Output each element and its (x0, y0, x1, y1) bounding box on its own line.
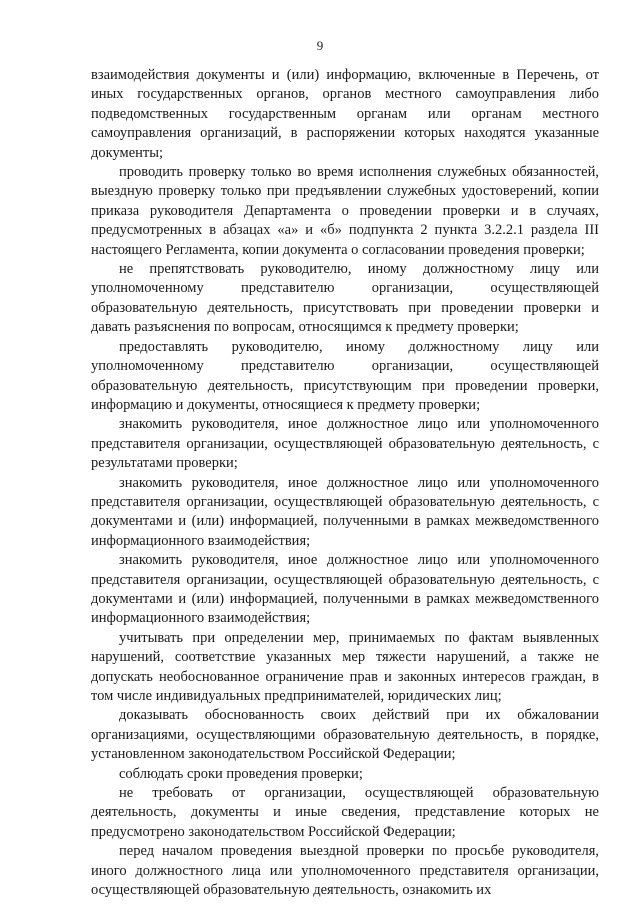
page-number: 9 (316, 38, 324, 53)
paragraph-continuation: взаимодействия документы и (или) информацию, включенные в Перечень, от иных государственных органов, органов местного самоуправления либо подведомственных государственным органам или органам местного самоуправления организаций, в распоряжении которых находятся указанные документы; (91, 67, 599, 161)
paragraph-provide-information: предоставлять руководителю, иному должностному лицу или уполномоченному представителю организации, осуществляющей образовательную деятельность, присутствующим при проведении проверки, информацию и документы, относящиеся к предмету проверки; (91, 338, 599, 413)
document-body (91, 66, 599, 900)
paragraph-justify-actions: доказывать обоснованность своих действий при их обжаловании организациями, осуществляющими образовательную деятельность, в порядке, установленном законодательством Российской Федерации; (91, 707, 599, 763)
paragraph-acquaint-results: знакомить руководителя, иное должностное лицо или уполномоченного представителя организации, осуществляющей образовательную деятельность, с результатами проверки; (91, 416, 599, 472)
paragraph-acquaint-documents-1: знакомить руководителя, иное должностное лицо или уполномоченного представителя организации, осуществляющей образовательную деятельность, с документами и (или) информацией, полученными в рамках межведомственного информационного взаимодействия; (91, 474, 599, 549)
paragraph-acquaint-documents-2: знакомить руководителя, иное должностное лицо или уполномоченного представителя организации, осуществляющей образовательную деятельность, с документами и (или) информацией, полученными в рамках межведомственного информационного взаимодействия; (91, 552, 599, 627)
paragraph-before-onsite-inspection: перед началом проведения выездной проверки по просьбе руководителя, иного должностного лица или уполномоченного представителя организации, осуществляющей образовательную деятельность, ознакомить их (91, 843, 599, 899)
paragraph-observe-deadlines: соблюдать сроки проведения проверки; (119, 765, 363, 782)
paragraph-no-obstruction: не препятствовать руководителю, иному должностному лицу или уполномоченному представителю организации, осуществляющей образовательную деятельность, присутствовать при проведении проверки и давать разъяснения по вопросам, относящимся к предмету проверки; (91, 261, 599, 336)
paragraph-proportional-measures: учитывать при определении мер, принимаемых по фактам выявленных нарушений, соответствие указанных мер тяжести нарушений, а также не допускать необоснованное ограничение прав и законных интересов граждан, в том числе индивидуальных предпринимателей, юридических лиц; (91, 629, 599, 704)
paragraph-no-extra-documents: не требовать от организации, осуществляющей образовательную деятельность, документы и иные сведения, представление которых не предусмотрено законодательством Российской Федерации; (91, 785, 599, 840)
paragraph-inspection-conduct: проводить проверку только во время исполнения служебных обязанностей, выездную проверку только при предъявлении служебных удостоверений, копии приказа руководителя Департамента о проведении проверки и в случаях, предусмотренных в абзацах «а» и «б» подпункта 2 пункта 3.2.2.1 раздела III настоящего Регламента, копии документа о согласовании проведения проверки; (91, 164, 599, 258)
